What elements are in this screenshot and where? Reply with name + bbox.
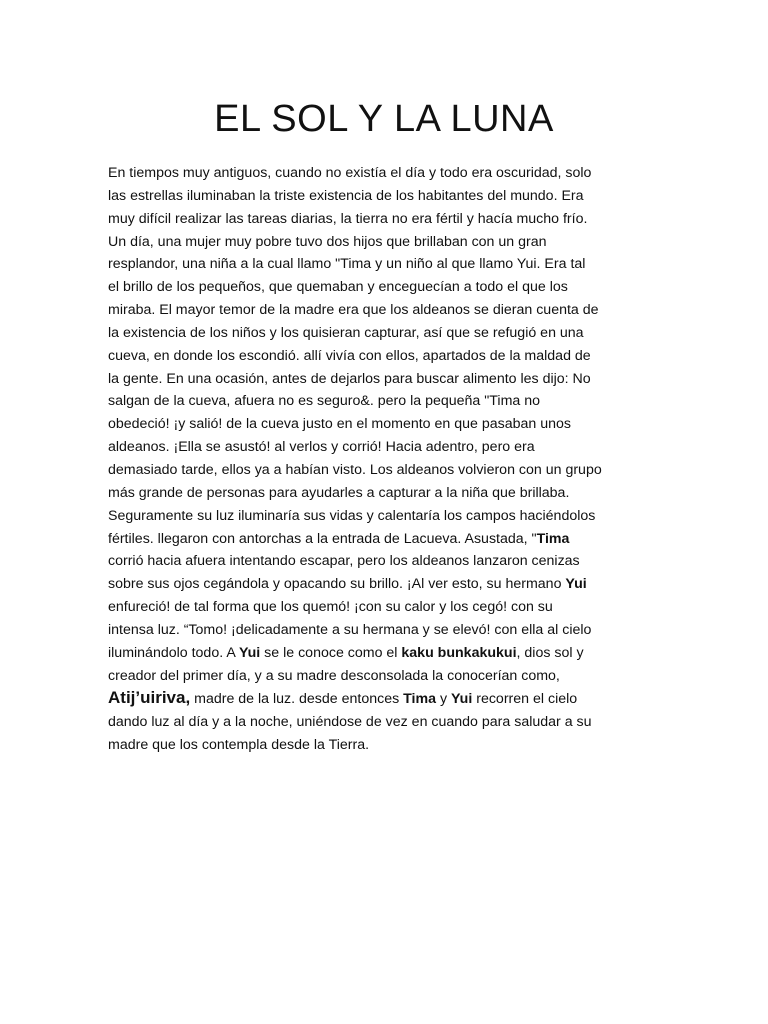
text-line-23: creador del primer día, y a su madre desconsolada la conocerían como, [108,667,560,684]
text-line-24 [108,687,668,711]
text-line-26: madre que los contempla desde la Tierra. [108,737,370,754]
name-yui-bold: Yui [565,576,587,593]
text-line-21: intensa luz. “Tomo! ¡delicadamente a su hermana y se elevó! con ella al cielo [108,621,592,638]
text-line-7: miraba. El mayor temor de la madre era que los aldeanos se dieran cuenta de [108,302,599,319]
text-line-6: el brillo de los pequeños, que quemaban y enceguecían a todo el que los [108,279,568,296]
text-line-17 [108,528,668,551]
name-kaku-bunkakukui: kaku bunkakukui [401,644,517,661]
text-line-22 [108,642,668,665]
name-yui-bold-3: Yui [450,691,473,708]
text-line-16: Seguramente su luz iluminaría sus vidas y calentaría los campos haciéndolos [108,507,596,524]
text-line-13: aldeanos. ¡Ella se asustó! al verlos y corrió! Hacia adentro, pero era [108,439,535,456]
name-tima-bold-2: Tima [403,691,436,708]
text-line-4: Un día, una mujer muy pobre tuvo dos hijos que brillaban con un gran [108,233,547,250]
text-line-19 [108,573,668,596]
text-line-18: corrió hacia afuera intentando escapar, pero los aldeanos lanzaron cenizas [108,553,580,570]
text-line-8: la existencia de los niños y los quisieran capturar, así que se refugió en una [108,324,584,341]
text-line-17-plain: fértiles. llegaron con antorchas a la entrada de Lacueva. Asustada, " [108,530,537,547]
text-line-14: demasiado tarde, ellos ya a habían visto. Los aldeanos volvieron con un grupo [108,461,602,478]
text-line-12: obedeció! ¡y salió! de la cueva justo en el momento en que pasaban unos [108,416,571,433]
text-line-22-a: iluminándolo todo. A [108,644,239,661]
name-tima-bold: Tima [536,530,570,547]
text-line-3: muy difícil realizar las tareas diarias, la tierra no era fértil y hacía mucho frío. [108,210,588,227]
text-line-10: la gente. En una ocasión, antes de dejarlos para buscar alimento les dijo: No [108,370,591,387]
text-line-24-f: recorren el cielo [472,691,578,708]
text-line-22-e: , dios sol y [516,644,584,661]
text-line-25: dando luz al día y a la noche, uniéndose de vez en cuando para saludar a su [108,714,592,731]
text-line-1: En tiempos muy antiguos, cuando no existía el día y todo era oscuridad, solo [108,165,592,181]
story-text [108,162,668,757]
text-line-24-b: madre de la luz. desde entonces [190,691,404,708]
text-line-11: salgan de la cueva, afuera no es seguro&. pero la pequeña "Tima no [108,393,540,410]
text-line-5: resplandor, una niña a la cual llamo "Tima y un niño al que llamo Yui. Era tal [108,256,586,273]
text-line-20: enfureció! de tal forma que los quemó! ¡con su calor y los cegó! con su [108,599,553,616]
text-line-9: cueva, en donde los escondió. allí vivía con ellos, apartados de la maldad de [108,347,591,364]
text-line-15: más grande de personas para ayudarles a capturar a la niña que brillaba. [108,484,570,501]
document-title: EL SOL Y LA LUNA [214,98,554,140]
text-line-24-d: y [436,691,451,708]
text-line-22-c: se le conoce como el [260,644,402,661]
name-atijuiriva: Atij’uiriva, [108,688,191,708]
text-line-2: las estrellas iluminaban la triste existencia de los habitantes del mundo. Era [108,187,584,204]
text-line-19-plain: sobre sus ojos cegándola y opacando su brillo. ¡Al ver esto, su hermano [108,576,566,593]
name-yui-bold-2: Yui [238,644,261,661]
